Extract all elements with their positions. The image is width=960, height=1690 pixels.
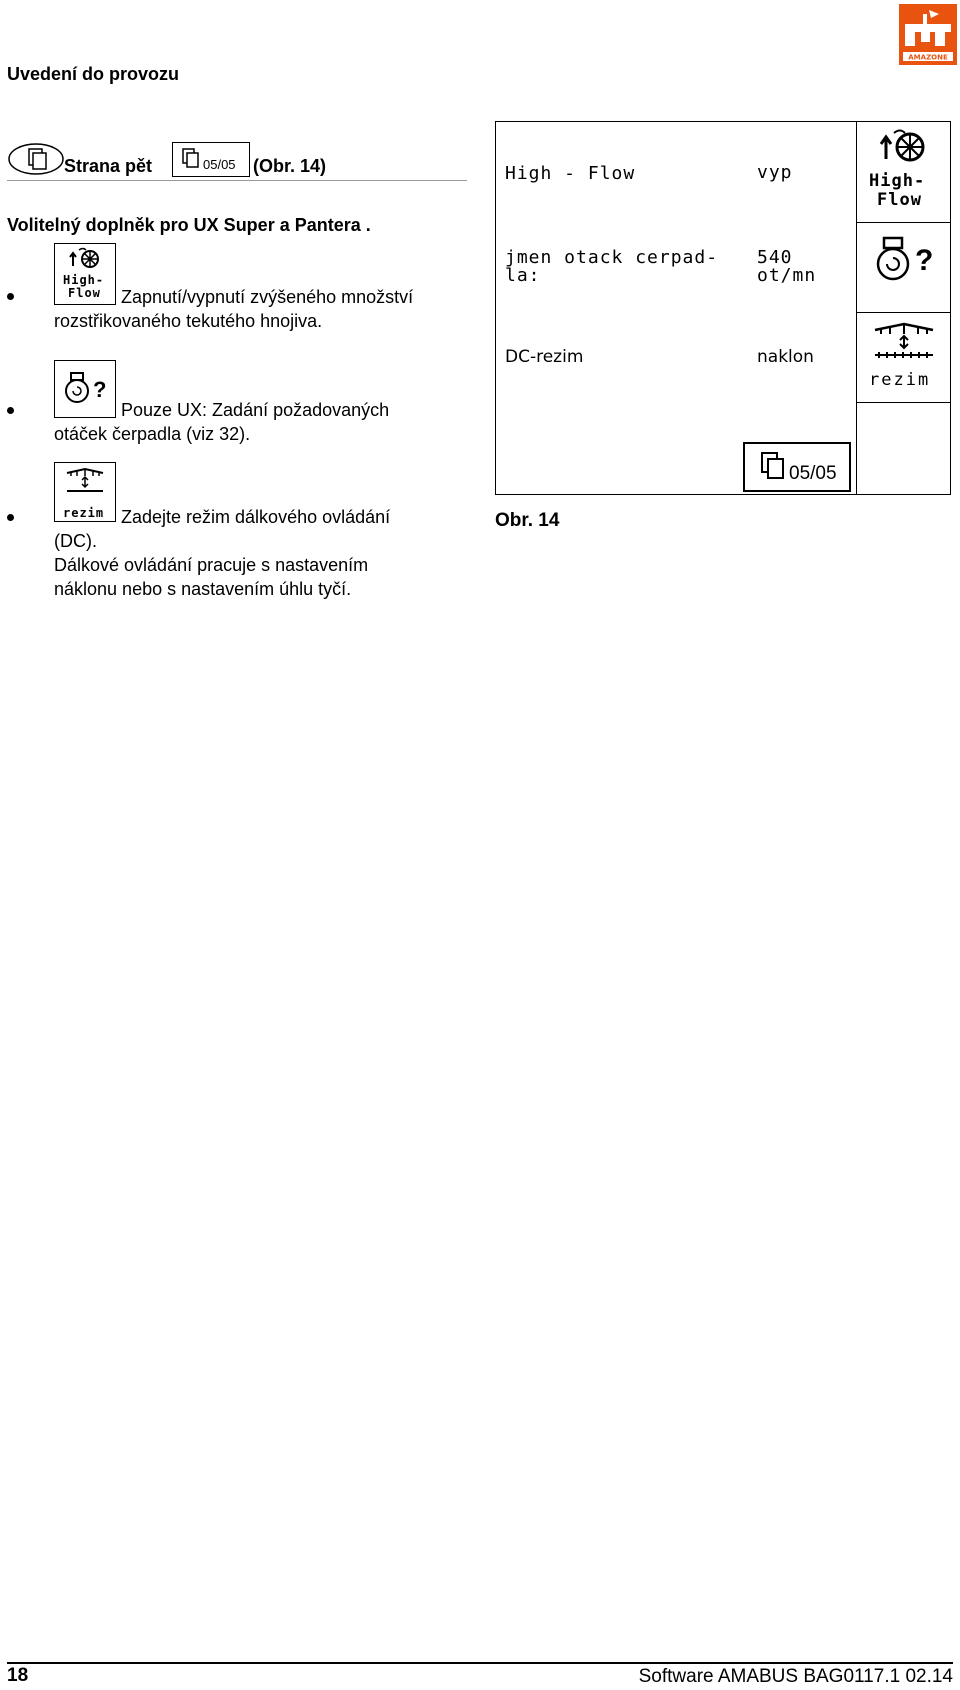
high-flow-label: High - Flow (505, 163, 636, 184)
pump-speed-label: jmen otack cerpad- (505, 247, 719, 268)
list-item-pump-speed (0, 360, 470, 445)
pump-speed-unit: ot/mn (757, 265, 817, 286)
page-indicator-softkey[interactable] (743, 442, 851, 492)
terminal-screen (495, 121, 951, 495)
item-text-line: rozstřikovaného tekutého hnojiva. (54, 311, 323, 331)
item-text-line: Zadejte režim dálkového ovládání (121, 507, 391, 527)
softkey-high-flow[interactable]: High- Flow (857, 122, 950, 223)
pump-speed-icon: ? (54, 360, 116, 418)
softkey-pump-speed[interactable]: ? (857, 222, 950, 313)
page-selector-row (7, 140, 467, 181)
item-text-line: náklonu nebo s nastavením úhlu tyčí. (54, 579, 352, 599)
amazone-logo (899, 4, 957, 65)
high-flow-icon (879, 127, 929, 171)
page-number: 18 (7, 1665, 29, 1686)
dc-rezim-label: DC-rezim (505, 347, 584, 367)
pump-speed-label-cont: la: (505, 265, 541, 286)
figure-caption: Obr. 14 (495, 510, 560, 531)
bullet (7, 293, 14, 300)
pump-speed-icon (875, 234, 915, 284)
strana-label: Strana pět (64, 156, 153, 176)
item-text-line: otáček čerpadla (viz 32). (54, 424, 251, 444)
pages-icon (759, 450, 787, 482)
high-flow-icon: High- Flow (54, 243, 116, 305)
boom-icon (873, 322, 935, 360)
page-softkey-icon (172, 142, 250, 177)
softkey-column (856, 122, 950, 494)
page-navigation-icon (7, 140, 65, 180)
page-icon-text: 05/05 (203, 157, 236, 172)
dc-rezim-value[interactable]: naklon (757, 347, 814, 367)
list-item-rezim (0, 462, 470, 602)
footer-doc-info: Software AMABUS BAG0117.1 02.14 (638, 1666, 953, 1687)
rezim-icon: rezim (54, 462, 116, 522)
strana-suffix: (Obr. 14) (253, 156, 327, 176)
list-item-high-flow (0, 243, 470, 333)
bullet (7, 407, 14, 414)
item-text-line: Pouze UX: Zadání požadovaných (121, 400, 390, 420)
item-text-line: Zapnutí/vypnutí zvýšeného množství (121, 287, 414, 307)
amazone-logo-mark-icon (899, 4, 957, 65)
pump-speed-value[interactable]: 540 (757, 247, 793, 268)
section-title: Uvedení do provozu (7, 64, 180, 84)
page-indicator-text: 05/05 (789, 463, 837, 484)
softkey-rezim[interactable]: rezim (857, 312, 950, 403)
option-heading: Volitelný doplněk pro UX Super a Pantera . (7, 215, 371, 235)
item-text-line: Dálkové ovládání pracuje s nastavením (54, 555, 369, 575)
item-text-line: (DC). (54, 531, 97, 551)
pages-icon (181, 147, 201, 171)
svg-text:AMAZONE: AMAZONE (908, 53, 948, 62)
high-flow-value[interactable]: vyp (757, 162, 793, 183)
bullet (7, 514, 14, 521)
footer-rule (7, 1662, 953, 1664)
